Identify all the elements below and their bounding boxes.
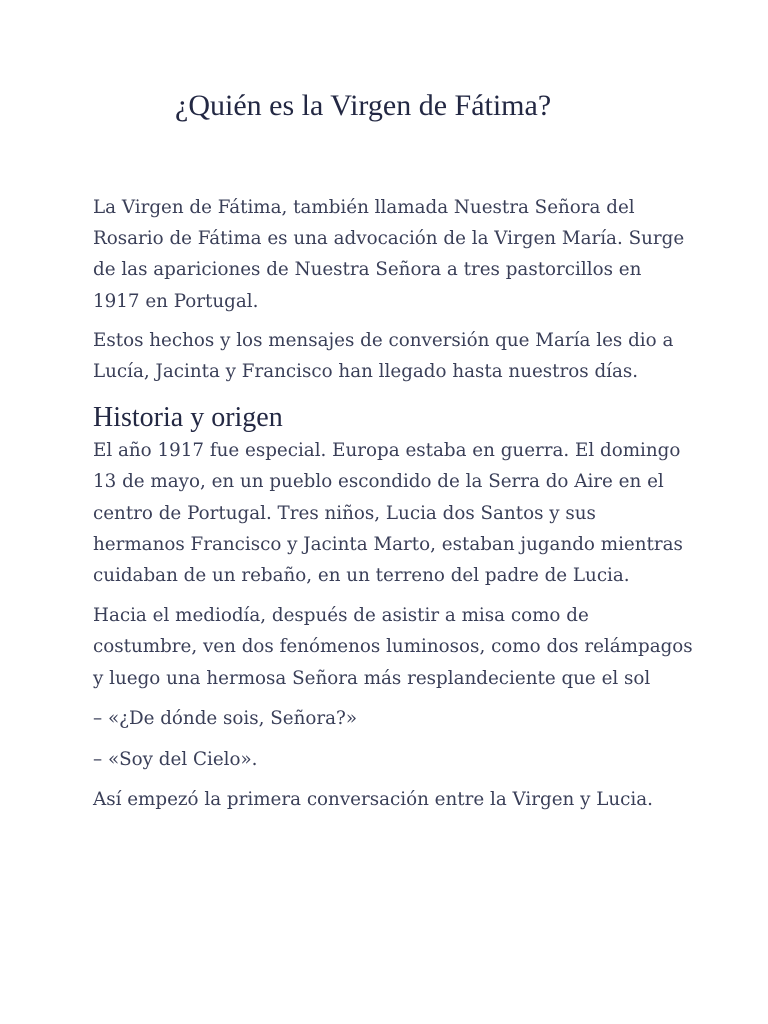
dialogue-line: – «Soy del Cielo». xyxy=(93,749,258,771)
section-paragraph: Hacia el mediodía, después de asistir a misa como de costumbre, ven dos fenómenos luminosos, como dos relámpagos y luego una hermosa Señora más resplandeciente que el sol xyxy=(93,605,693,689)
document-body xyxy=(93,192,693,815)
intro-paragraph: Estos hechos y los mensajes de conversión que María les dio a Lucía, Jacinta y Francisco han llegado hasta nuestros días. xyxy=(93,329,674,383)
section-paragraph: Así empezó la primera conversación entre la Virgen y Lucia. xyxy=(93,789,653,811)
dialogue-line: – «¿De dónde sois, Señora?» xyxy=(93,707,358,729)
page-title: ¿Quién es la Virgen de Fátima? xyxy=(175,89,552,122)
intro-paragraph: La Virgen de Fátima, también llamada Nuestra Señora del Rosario de Fátima es una advocación de la Virgen María. Surge de las apariciones de Nuestra Señora a tres pastorcillos en 1917 en Portugal. xyxy=(93,197,685,312)
section-heading: Historia y origen xyxy=(93,402,283,434)
section-paragraph: El año 1917 fue especial. Europa estaba en guerra. El domingo 13 de mayo, en un pueblo escondido de la Serra do Aire en el centro de Portugal. Tres niños, Lucia dos Santos y sus hermanos Francisco y Jacinta Marto, estaban jugando mientras cuidaban de un rebaño, en un terreno del padre de Lucia. xyxy=(93,440,683,587)
